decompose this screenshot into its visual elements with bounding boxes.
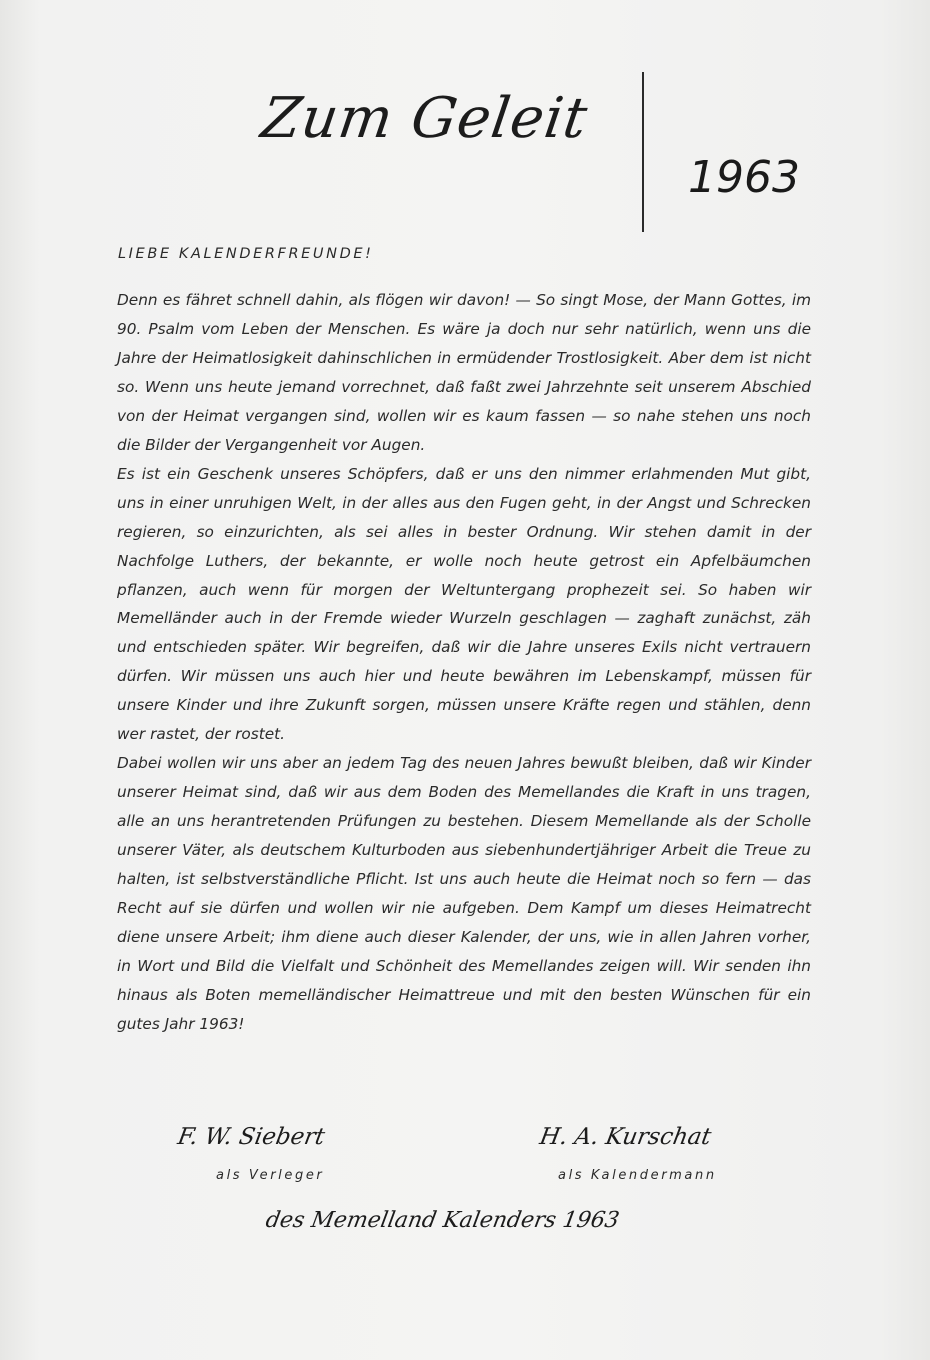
- role-publisher: als Verleger: [216, 1168, 325, 1183]
- vertical-divider: [642, 72, 644, 232]
- paragraph-3: Dabei wollen wir uns aber an jedem Tag des neuen Jahres bewußt bleiben, daß wir Kinder unserer Heimat sind, daß wir aus dem Boden des Memellandes die Kraft in uns tragen, alle an uns herantretenden Prüfungen zu bestehen. Diesem Memellande als der Scholle unserer Väter, als deutschem Kulturboden aus siebenhundertjähriger Arbeit die Treue zu halten, ist selbstverständliche Pflicht. Ist uns auch heute die Heimat noch so fern — das Recht auf sie dürfen und wollen wir nie aufgeben. Dem Kampf um dieses Heimatrecht diene unsere Arbeit; ihm diene auch dieser Kalender, der uns, wie in allen Jahren vorher, in Wort und Bild die Vielfalt und Schönheit des Memellandes zeigen will. Wir senden ihn hinaus als Boten memelländischer Heimattreue und mit den besten Wünschen für ein gutes Jahr 1963!: [117, 754, 811, 1033]
- signature-publisher: F. W. Siebert: [175, 1124, 327, 1150]
- year-label: 1963: [688, 152, 800, 203]
- footer-caption: des Memelland Kalenders 1963: [263, 1208, 622, 1233]
- page-title: Zum Geleit: [257, 86, 592, 151]
- salutation: LIEBE KALENDERFREUNDE!: [118, 246, 374, 262]
- signature-calendar-man: H. A. Kurschat: [537, 1124, 714, 1150]
- paragraph-2: Es ist ein Geschenk unseres Schöpfers, daß er uns den nimmer erlahmenden Mut gibt, uns in einer unruhigen Welt, in der alles aus den Fugen geht, in der Angst und Schrecken regieren, so einzurichten, als sei alles in bester Ordnung. Wir stehen damit in der Nachfolge Luthers, der bekannte, er wolle noch heute getrost ein Apfelbäumchen pflanzen, auch wenn für morgen der Weltuntergang prophezeit sei. So haben wir Memelländer auch in der Fremde wieder Wurzeln geschlagen — zaghaft zunächst, zäh und entschieden später. Wir begreifen, daß wir die Jahre unseres Exils nicht vertrauern dürfen. Wir müssen uns auch hier und heute bewähren im Lebenskampf, müssen für unsere Kinder und ihre Zukunft sorgen, müssen unsere Kräfte regen und stählen, denn wer rastet, der rostet.: [117, 464, 811, 744]
- paragraph-1: Denn es fähret schnell dahin, als flögen wir davon! — So singt Mose, der Mann Gottes, im 90. Psalm vom Leben der Menschen. Es wäre ja doch nur sehr natürlich, wenn uns die Jahre der Heimatlosigkeit dahinschlichen in ermüdender Trostlosigkeit. Aber dem ist nicht so. Wenn uns heute jemand vorrechnet, daß faßt zwei Jahrzehnte seit unserem Abschied von der Heimat vergangen sind, wollen wir es kaum fassen — so nahe stehen uns noch die Bilder der Vergangenheit vor Augen.: [117, 291, 811, 454]
- role-calendar-man: als Kalendermann: [558, 1168, 717, 1183]
- letter-body: [117, 286, 811, 1039]
